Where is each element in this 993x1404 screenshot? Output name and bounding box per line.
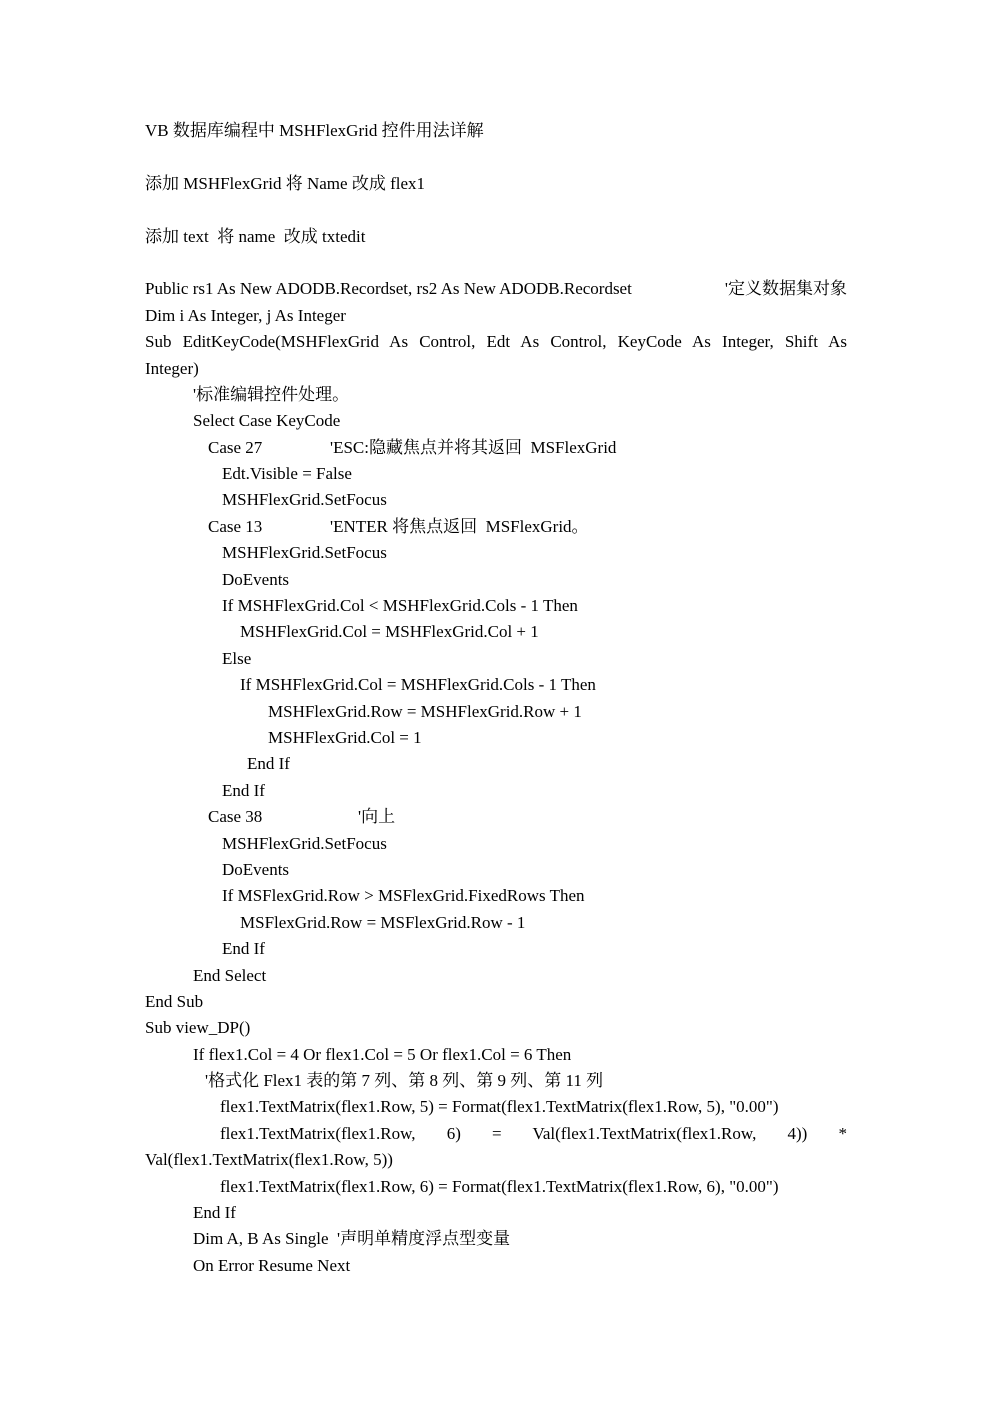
code-line	[145, 1226, 847, 1252]
code-text: Public rs1 As New ADODB.Recordset, rs2 As New ADODB.Recordset	[145, 279, 632, 299]
code-line	[145, 619, 847, 645]
code-text: Case 38	[208, 807, 263, 827]
code-text: Case 27	[208, 437, 263, 457]
code-text: End If	[222, 780, 265, 800]
code-line	[145, 778, 847, 804]
code-text: Select Case KeyCode	[193, 411, 341, 431]
code-line	[145, 487, 847, 513]
blank-line	[145, 250, 847, 276]
blank-line	[145, 144, 847, 170]
code-line	[145, 725, 847, 751]
code-line	[145, 382, 847, 408]
code-line	[145, 857, 847, 883]
code-line	[145, 751, 847, 777]
code-line	[145, 672, 847, 698]
code-text: 添加 text 将 name 改成 txtedit	[145, 226, 366, 246]
code-text: Sub view_DP()	[145, 1018, 251, 1038]
comment-text: '声明单精度浮点型变量	[337, 1229, 511, 1249]
code-text: Integer)	[145, 358, 199, 378]
document-content	[145, 118, 847, 1279]
code-text: On Error Resume Next	[193, 1255, 351, 1275]
code-line	[145, 1174, 847, 1200]
code-text: flex1.TextMatrix(flex1.Row, 6) = Format(flex1.TextMatrix(flex1.Row, 6), "0.00")	[220, 1176, 779, 1196]
code-line	[145, 329, 847, 355]
code-line	[145, 646, 847, 672]
code-line	[145, 118, 847, 144]
code-text: VB 数据库编程中 MSHFlexGrid 控件用法详解	[145, 121, 484, 140]
code-line	[145, 1147, 847, 1173]
code-line	[145, 1015, 847, 1041]
code-text: End If	[193, 1203, 236, 1223]
code-line	[145, 303, 847, 329]
code-text: '格式化 Flex1 表的第 7 列、第 8 列、第 9 列、第 11 列	[205, 1071, 604, 1091]
code-text: End If	[247, 754, 290, 774]
code-text: flex1.TextMatrix(flex1.Row, 6) = Val(flex1.TextMatrix(flex1.Row, 4)) *	[220, 1123, 847, 1143]
code-text: MSHFlexGrid.SetFocus	[222, 490, 387, 510]
code-line	[145, 883, 847, 909]
code-text: Dim i As Integer, j As Integer	[145, 305, 346, 325]
code-line	[145, 435, 847, 461]
code-line	[145, 356, 847, 382]
code-line	[145, 936, 847, 962]
code-text: End Select	[193, 965, 267, 985]
code-text: MSHFlexGrid.Col = MSHFlexGrid.Col + 1	[240, 622, 539, 642]
code-text: MSHFlexGrid.Row = MSHFlexGrid.Row + 1	[268, 701, 582, 721]
code-text: MSHFlexGrid.Col = 1	[268, 727, 422, 747]
code-line	[145, 276, 847, 302]
code-line	[145, 1200, 847, 1226]
code-text: If MSFlexGrid.Row > MSFlexGrid.FixedRows Then	[222, 886, 585, 906]
code-line	[145, 567, 847, 593]
code-line	[145, 593, 847, 619]
code-text: MSHFlexGrid.SetFocus	[222, 833, 387, 853]
code-text: Else	[222, 648, 252, 668]
code-line	[145, 804, 847, 830]
code-line	[145, 963, 847, 989]
code-text: If MSHFlexGrid.Col = MSHFlexGrid.Cols - 1 Then	[240, 675, 596, 695]
code-line	[145, 1121, 847, 1147]
code-line	[145, 910, 847, 936]
code-text: 添加 MSHFlexGrid 将 Name 改成 flex1	[145, 173, 426, 193]
comment-text: '定义数据集对象	[724, 279, 847, 299]
code-line	[145, 408, 847, 434]
code-text: Case 13	[208, 516, 263, 536]
code-text: Edt.Visible = False	[222, 464, 352, 484]
code-text: End Sub	[145, 991, 204, 1011]
blank-line	[145, 197, 847, 223]
code-text: Dim A, B As Single	[193, 1229, 329, 1249]
code-line	[145, 461, 847, 487]
code-text: DoEvents	[222, 569, 290, 589]
code-line	[145, 1253, 847, 1279]
code-text: Val(flex1.TextMatrix(flex1.Row, 5))	[145, 1150, 393, 1170]
code-text: DoEvents	[222, 859, 290, 879]
code-text: If MSHFlexGrid.Col < MSHFlexGrid.Cols - 1 Then	[222, 596, 578, 616]
code-text: End If	[222, 939, 265, 959]
code-line	[145, 1042, 847, 1068]
code-line	[145, 540, 847, 566]
code-line	[145, 1094, 847, 1120]
comment-text: '向上	[358, 807, 396, 827]
code-line	[145, 989, 847, 1015]
comment-text: 'ESC:隐藏焦点并将其返回 MSFlexGrid	[330, 437, 617, 457]
code-line	[145, 699, 847, 725]
code-line	[145, 171, 847, 197]
code-text: MSFlexGrid.Row = MSFlexGrid.Row - 1	[240, 912, 526, 932]
comment-text: 'ENTER 将焦点返回 MSFlexGrid。	[330, 516, 589, 536]
code-text: If flex1.Col = 4 Or flex1.Col = 5 Or flex1.Col = 6 Then	[193, 1044, 572, 1064]
code-text: Sub EditKeyCode(MSHFlexGrid As Control, Edt As Control, KeyCode As Integer, Shift As	[145, 332, 847, 352]
code-text: '标准编辑控件处理。	[193, 384, 350, 404]
code-text: flex1.TextMatrix(flex1.Row, 5) = Format(flex1.TextMatrix(flex1.Row, 5), "0.00")	[220, 1097, 779, 1117]
code-line	[145, 224, 847, 250]
code-text: MSHFlexGrid.SetFocus	[222, 543, 387, 563]
code-line	[145, 1068, 847, 1094]
code-line	[145, 831, 847, 857]
code-line	[145, 514, 847, 540]
